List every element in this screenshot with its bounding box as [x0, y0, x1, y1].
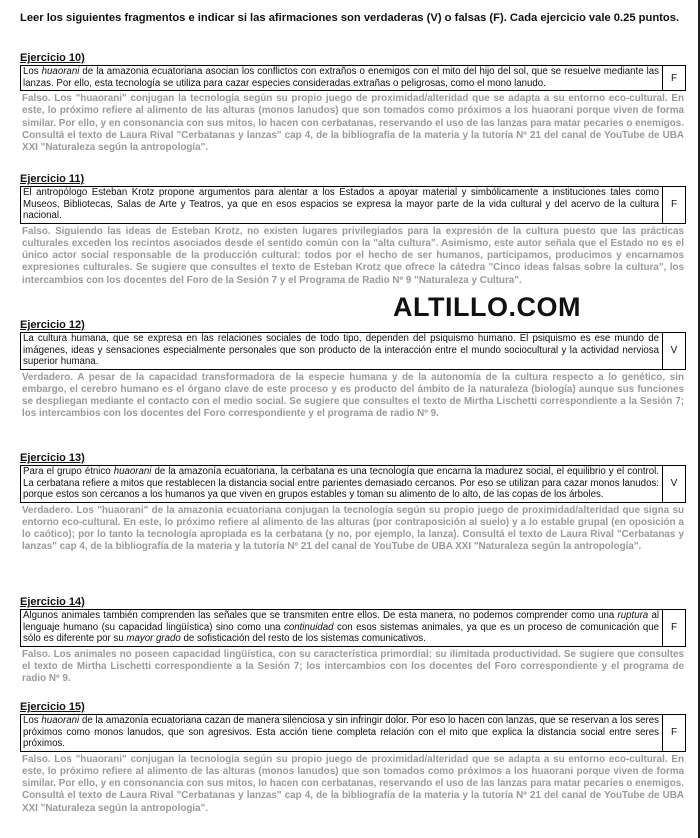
explanation-text: Falso. Los animales no poseen capacidad lingüística, con su característica primordial: su ilimitada productividad. Se sugiere que consultes el texto de Mirtha Lischetti correspondiente a la Sesión 7; los intercambios con los docentes del Foro correspondiente y el programa de radio Nº 9.: [22, 648, 684, 685]
exercise-title: Ejercicio 14): [20, 596, 85, 608]
explanation-text: Falso. Los "huaorani" conjugan la tecnología según su propio juego de proximidad/alteridad que se adapta a su entorno eco-cultural. En este, lo próximo refiere al alimento de las alturas (monos lanudos) que son tomados como próximos a los huaorani porque viven de forma similar. Por ello, y en consonancia con sus mitos, lo hacen con cerbatanas, reservando el uso de las lanzas para matar pecaries o enemigos. Consultá el texto de Laura Rival "Cerbatanas y lanzas" cap 4, de la bibliografía de la materia y la tutoría Nº 21 del canal de YouTube de UBA XXI "Naturaleza según la antropología".: [22, 93, 684, 153]
statement-run: Los: [23, 715, 42, 726]
statement-run: Para el grupo étnico: [23, 466, 114, 477]
answer-cell: F: [670, 622, 678, 634]
statement-italic-term: mayor grado: [126, 633, 181, 645]
statement-text: [21, 610, 663, 646]
exercise-15: [20, 701, 686, 815]
answer-cell: V: [670, 478, 678, 490]
statement-italic-term: huaorani: [113, 466, 152, 477]
statement-italic-term: ruptura: [617, 610, 649, 621]
watermark-logo: ALTILLO.COM: [393, 292, 581, 322]
statement-run: de la amazonia ecuatoriana asocian los conflictos con extraños o enemigos con el mito del hijo del sol, que se resuelve mediante las lanzas. Por ello, esta tecnología se utiliza para cazar especies consideradas extrañas o peligrosas, como el mono lanudo.: [23, 66, 659, 89]
statement-run: de sofisticación del resto de los sistemas comunicativos.: [180, 633, 426, 645]
exercise-14: [20, 596, 686, 685]
explanation-text: Falso. Los "huaorani" conjugan la tecnología según su propio juego de proximidad/alteridad que se adapta a su entorno eco-cultural. En este, lo próximo refiere al alimento de las alturas (monos lanudos) que son tomados como próximos a los huaorani porque viven de forma similar. Por ello, y en consonancia con sus mitos, lo hacen con cerbatanas, reservando el uso de las lanzas para matar pecaries o enemigos. Consultá el texto de Laura Rival "Cerbatanas y lanzas" cap 4, de la bibliografía de la materia y la tutoría Nº 21 del canal de YouTube de UBA XXI "Naturaleza según la antropología".: [22, 753, 684, 814]
statement-italic-term: huaorani: [41, 66, 80, 77]
exercise-title: Ejercicio 11): [20, 173, 85, 185]
exercise-title: Ejercicio 13): [20, 452, 85, 464]
statement-text: [21, 187, 663, 223]
exercise-title: Ejercicio 15): [20, 701, 85, 713]
exercise-10: [20, 52, 686, 154]
statement-text: [21, 333, 663, 369]
statement-box: [20, 186, 686, 224]
answer-cell: V: [670, 345, 678, 357]
answer-cell: F: [670, 727, 678, 739]
statement-run: Los: [23, 66, 42, 77]
statement-box: [20, 465, 686, 503]
statement-italic-term: huaorani: [41, 715, 80, 726]
statement-run: de la amazonía ecuatoriana, la cerbatana es una tecnología que encarna la madurez social, el equilibrio y el control. La cerbatana refiere a mitos que restablecen la distancia social entre parientes demasiado cercanos. Por eso se utilizan para cazar monos lanudos: porque estos son cercanos a los humanos ya que viven en grupos estables y toman su alimento de lo alto, de las copas de los árboles.: [23, 466, 659, 501]
explanation-text: Verdadero. A pesar de la capacidad transformadora de la especie humana y de la autonomía de la cultura respecto a lo genético, sin embargo, el cerebro humano es el órgano clave de este proceso y es producto del ámbito de la naturaleza (biología) aunque sus funciones se despliegan mediante el contacto con el medio social. Se sugiere que consultes el texto de Mirtha Lischetti correspondiente a la Sesión 7; los intercambios con los docentes del Foro correspondiente y el programa de radio Nº 9.: [22, 371, 684, 420]
statement-box: [20, 714, 686, 752]
statement-text: [21, 715, 663, 751]
statement-run: con esos sistemas animales, ya que es un proceso de comunicación que sólo es diferente por su: [23, 621, 659, 645]
answer-cell: F: [670, 72, 678, 84]
statement-text: [21, 466, 663, 502]
statement-box: [20, 609, 686, 647]
statement-run: de la amazonía ecuatoriana cazan de manera silenciosa y sin infringir dolor. Por eso lo hacen con lanzas, que se reservan a los seres próximos como monos lanudos, que son agresivos. Esta acción tiene completa relación con el mito que explica la distancia social entre seres próximos.: [23, 715, 659, 750]
statement-box: [20, 65, 686, 91]
statement-run: El antropólogo Esteban Krotz propone argumentos para alentar a los Estados a apoyar material y simbólicamente a instituciones tales como Museos, Bibliotecas, Salas de Arte y Teatros, ya que en esos espacios se expresa la mayor parte de la vida cultural y del acervo de la cultura nacional.: [23, 187, 659, 222]
statement-run: Algunos animales también comprenden las señales que se transmiten entre ellos. De esta manera, no podemos comprender como una: [23, 610, 618, 621]
exercise-11: [20, 173, 686, 287]
explanation-text: Verdadero. Los "huaorani" de la amazonia ecuatoriana conjugan la tecnología según su propio juego de proximidad/alteridad que signa su entorno eco-cultural. En este, lo próximo refiere al alimento de las alturas (por contraposición al suelo) y a lo estable grupal (en oposición a lo caótico); por lo tanto la tecnología apropiada es la cerbatana (y no, por ejemplo, la lanza). Consultá el texto de Laura Rival "Cerbatanas y lanzas" cap 4, de la bibliografía de la materia y la tutoría Nº 21 del canal de YouTube de UBA XXI "Naturaleza según la antropología".: [22, 504, 684, 553]
statement-italic-term: continuidad: [283, 621, 334, 633]
statement-run: La cultura humana, que se expresa en las relaciones sociales de todo tipo, dependen del psiquismo humano. El psiquismo es ese mundo de imágenes, ideas y sensaciones especialmente personales que son producto de la interacción entre el mundo sociocultural y la actividad nerviosa superior humana.: [23, 333, 659, 368]
instructions: Leer los siguientes fragmentos e indicar si las afirmaciones son verdaderas (V) o falsas (F). Cada ejercicio vale 0.25 puntos.: [20, 12, 680, 24]
exercise-title: Ejercicio 10): [20, 52, 85, 64]
explanation-text: Falso. Siguiendo las ideas de Esteban Krotz, no existen lugares privilegiados para la expresión de la cultura puesto que las prácticas culturales exceden los recintos asociados desde el sentido común con la "alta cultura". Asimismo, este autor señala que el Estado no es el único actor social responsable de la producción cultural: todos por el hecho de ser humanos, participamos, producimos y encarnamos expresiones culturales. Se sugiere que consultes el texto de Esteban Krotz que ofrece la cátedra "Cinco ideas falsas sobre la cultura", los intercambios con los docentes del Foro de la Sesión 7 y el Programa de Radio Nº 9 "Naturaleza y Cultura".: [22, 225, 684, 286]
exercise-13: [20, 452, 686, 554]
statement-run: al lenguaje humano (su capacidad lingüística) sino como una: [23, 610, 660, 633]
answer-cell: F: [670, 199, 678, 211]
exercise-12: [20, 319, 686, 421]
exercise-title: Ejercicio 12): [20, 319, 85, 331]
statement-box: [20, 332, 686, 370]
statement-text: [21, 66, 663, 90]
